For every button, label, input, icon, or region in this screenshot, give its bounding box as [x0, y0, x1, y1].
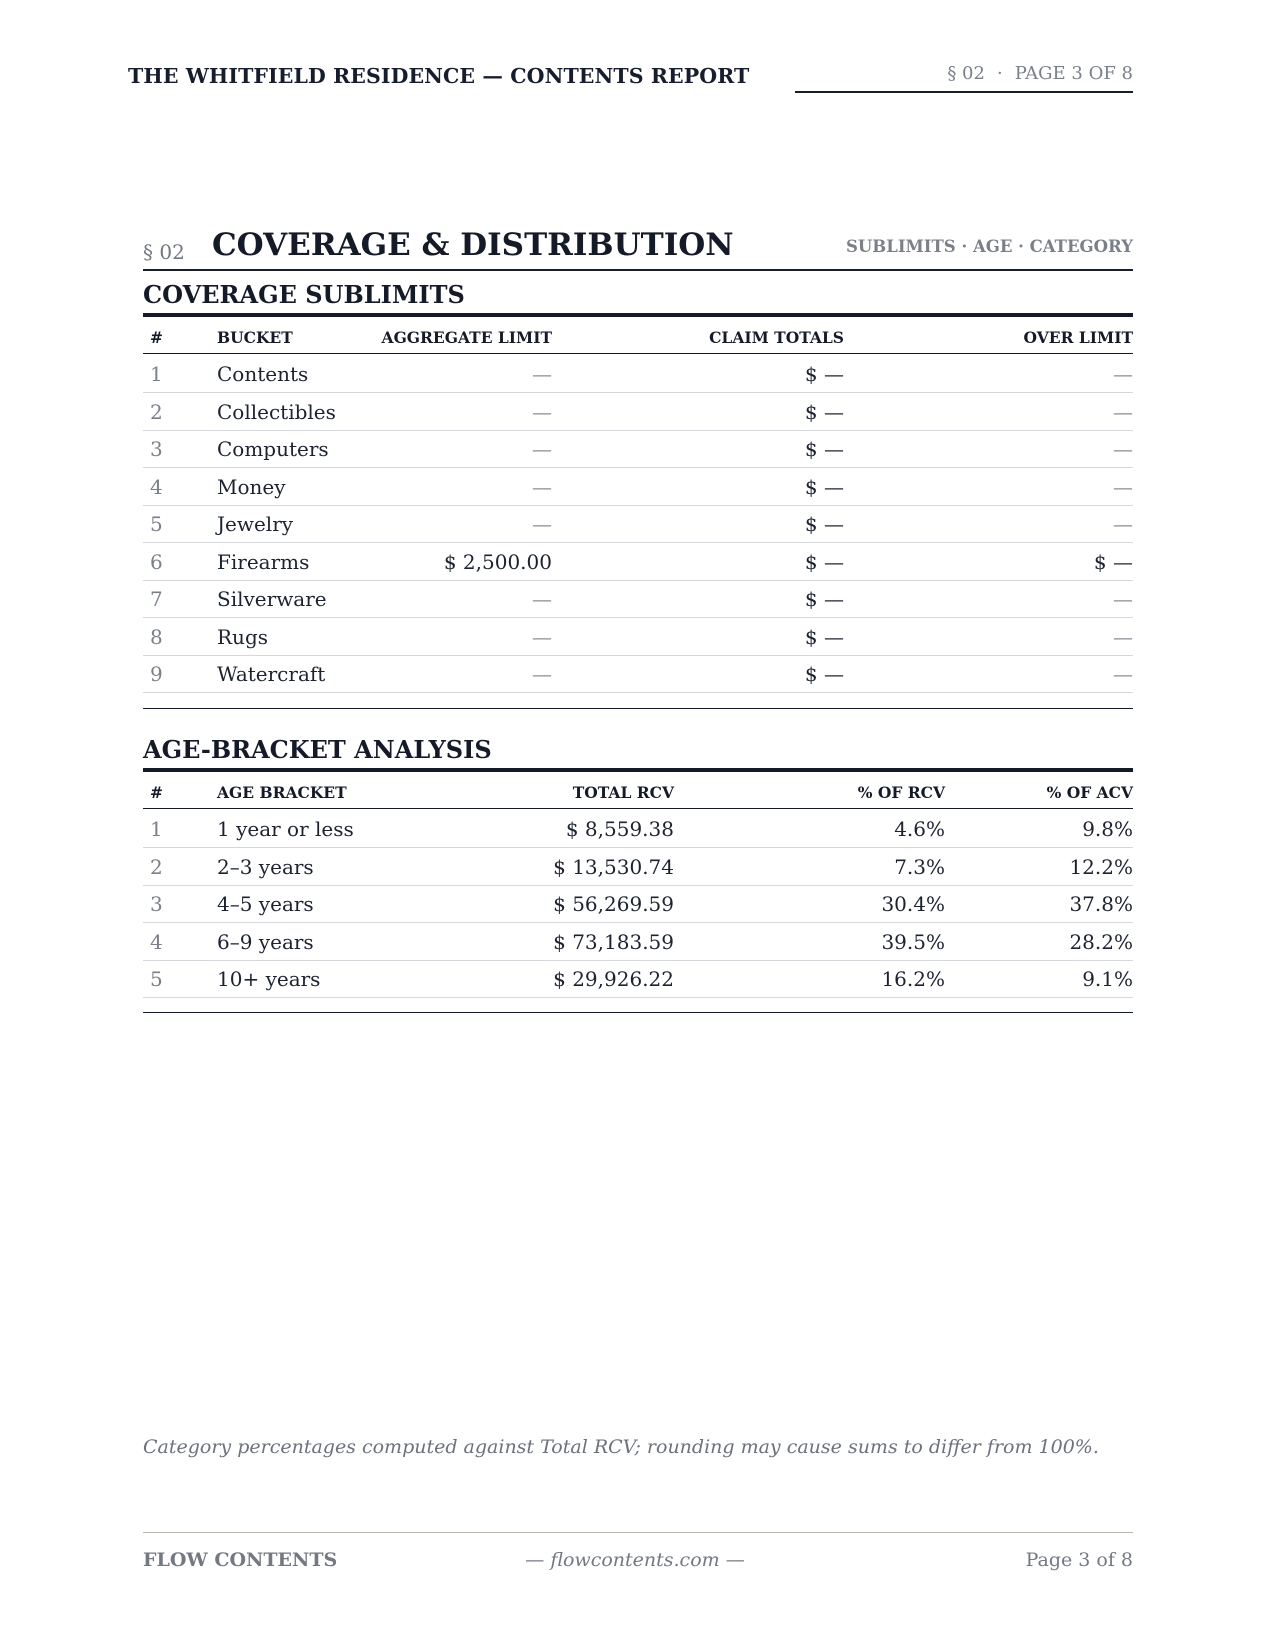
- row-number: 1: [150, 362, 163, 386]
- claim-total: $ —: [804, 362, 844, 386]
- over-limit: —: [1113, 474, 1133, 499]
- pct-of-acv: 9.1%: [1082, 967, 1133, 991]
- bucket-name: Computers: [217, 437, 329, 461]
- sublimits-row: [143, 618, 1133, 656]
- row-number: 1: [150, 817, 163, 841]
- aggregate-limit: —: [532, 662, 552, 686]
- column-header-pct-rcv: % OF RCV: [857, 783, 945, 802]
- row-number: 6: [150, 549, 163, 574]
- row-number: 2: [150, 399, 163, 424]
- bucket-name: Firearms: [217, 549, 310, 574]
- row-number: 2: [150, 854, 163, 879]
- claim-total: $ —: [804, 399, 844, 424]
- age-bracket-row: [143, 848, 1133, 886]
- claim-total: $ —: [804, 587, 844, 611]
- total-rcv: $ 8,559.38: [565, 817, 674, 841]
- over-limit: —: [1113, 624, 1133, 649]
- pct-of-acv: 28.2%: [1069, 929, 1133, 954]
- bucket-name: Contents: [217, 362, 309, 386]
- aggregate-limit: —: [532, 587, 552, 611]
- age-bracket-row: [143, 810, 1133, 848]
- sublimits-row: [143, 393, 1133, 431]
- claim-total: $ —: [804, 624, 844, 649]
- row-number: 5: [150, 967, 163, 991]
- header-page-ref: [795, 63, 1133, 84]
- column-header-pct-acv: % OF ACV: [1046, 783, 1133, 802]
- section-number: § 02: [143, 240, 185, 264]
- over-limit: —: [1113, 512, 1133, 536]
- column-header-age-bracket: AGE BRACKET: [217, 783, 347, 802]
- pct-of-acv: 9.8%: [1082, 817, 1133, 841]
- claim-total: $ —: [804, 662, 844, 686]
- section-rule: [143, 269, 1133, 271]
- row-number: 5: [150, 512, 163, 536]
- age-bracket-bottom-rule: [143, 1012, 1133, 1013]
- age-bracket-row: [143, 923, 1133, 961]
- age-bracket-title: AGE-BRACKET ANALYSIS: [143, 735, 492, 764]
- aggregate-limit: —: [532, 399, 552, 424]
- over-limit: —: [1113, 662, 1133, 686]
- over-limit: —: [1113, 587, 1133, 611]
- header-section-ref: § 02: [947, 63, 985, 84]
- total-rcv: $ 56,269.59: [553, 892, 674, 916]
- column-header-total-rcv: TOTAL RCV: [572, 783, 674, 802]
- total-rcv: $ 73,183.59: [553, 929, 674, 954]
- column-header-number: #: [150, 783, 163, 802]
- row-number: 4: [150, 929, 163, 954]
- section-title: COVERAGE & DISTRIBUTION: [212, 227, 734, 263]
- bucket-name: Watercraft: [217, 662, 326, 686]
- footer-page-number: Page 3 of 8: [1025, 1549, 1133, 1571]
- sublimits-row: [143, 543, 1133, 581]
- header-page-number: PAGE 3 OF 8: [1014, 63, 1133, 84]
- row-number: 4: [150, 474, 163, 499]
- total-rcv: $ 29,926.22: [553, 967, 674, 991]
- column-header-number: #: [150, 328, 163, 347]
- sublimits-bottom-rule: [143, 708, 1133, 709]
- sublimits-row: [143, 580, 1133, 618]
- footer-brand: FLOW CONTENTS: [143, 1549, 338, 1571]
- age-bracket-top-rule: [143, 768, 1133, 772]
- claim-total: $ —: [804, 512, 844, 536]
- bucket-name: Collectibles: [217, 399, 336, 424]
- pct-of-acv: 37.8%: [1069, 892, 1133, 916]
- column-header-claim-totals: CLAIM TOTALS: [709, 328, 844, 347]
- age-bracket-header-rule: [143, 808, 1133, 809]
- aggregate-limit: —: [532, 512, 552, 536]
- pct-of-rcv: 7.3%: [894, 854, 945, 879]
- section-tags: SUBLIMITS · AGE · CATEGORY: [845, 237, 1133, 256]
- sublimits-row: [143, 505, 1133, 543]
- over-limit: —: [1113, 362, 1133, 386]
- column-header-over-limit: OVER LIMIT: [1023, 328, 1133, 347]
- row-number: 9: [150, 662, 163, 686]
- row-number: 8: [150, 624, 163, 649]
- row-number: 3: [150, 437, 163, 461]
- sublimits-row: [143, 468, 1133, 506]
- sublimits-header-rule: [143, 353, 1133, 354]
- age-bracket-row: [143, 960, 1133, 998]
- total-rcv: $ 13,530.74: [553, 854, 674, 879]
- bucket-name: Silverware: [217, 587, 327, 611]
- sublimits-header-row: [0, 328, 1275, 348]
- pct-of-rcv: 16.2%: [881, 967, 945, 991]
- footnote: Category percentages computed against Total RCV; rounding may cause sums to differ from 100%.: [143, 1436, 1099, 1458]
- age-bracket-label: 10+ years: [217, 967, 321, 991]
- over-limit: —: [1113, 437, 1133, 461]
- column-header-bucket: BUCKET: [217, 328, 293, 347]
- bucket-name: Money: [217, 474, 286, 499]
- row-number: 7: [150, 587, 163, 611]
- report-title: THE WHITFIELD RESIDENCE — CONTENTS REPORT: [128, 64, 750, 88]
- age-bracket-label: 2–3 years: [217, 854, 314, 879]
- bucket-name: Rugs: [217, 624, 269, 649]
- bucket-name: Jewelry: [217, 512, 294, 536]
- age-bracket-label: 6–9 years: [217, 929, 314, 954]
- sublimits-row: [143, 655, 1133, 693]
- claim-total: $ —: [804, 437, 844, 461]
- age-bracket-label: 4–5 years: [217, 892, 314, 916]
- aggregate-limit: —: [532, 362, 552, 386]
- column-header-aggregate-limit: AGGREGATE LIMIT: [381, 328, 552, 347]
- aggregate-limit: —: [532, 474, 552, 499]
- age-bracket-header-row: [0, 783, 1275, 803]
- age-bracket-label: 1 year or less: [217, 817, 354, 841]
- sublimits-title: COVERAGE SUBLIMITS: [143, 280, 465, 309]
- aggregate-limit: $ 2,500.00: [443, 549, 552, 574]
- pct-of-rcv: 30.4%: [881, 892, 945, 916]
- footer-rule: [143, 1532, 1133, 1533]
- footer-website: — flowcontents.com —: [525, 1549, 745, 1571]
- header-separator: ·: [996, 63, 1003, 84]
- row-number: 3: [150, 892, 163, 916]
- over-limit: $ —: [1093, 549, 1133, 574]
- sublimits-row: [143, 430, 1133, 468]
- sublimits-row: [143, 355, 1133, 393]
- sublimits-top-rule: [143, 313, 1133, 317]
- pct-of-rcv: 39.5%: [881, 929, 945, 954]
- claim-total: $ —: [804, 474, 844, 499]
- aggregate-limit: —: [532, 437, 552, 461]
- aggregate-limit: —: [532, 624, 552, 649]
- header-rule: [795, 91, 1133, 93]
- claim-total: $ —: [804, 549, 844, 574]
- pct-of-rcv: 4.6%: [894, 817, 945, 841]
- pct-of-acv: 12.2%: [1069, 854, 1133, 879]
- age-bracket-row: [143, 885, 1133, 923]
- over-limit: —: [1113, 399, 1133, 424]
